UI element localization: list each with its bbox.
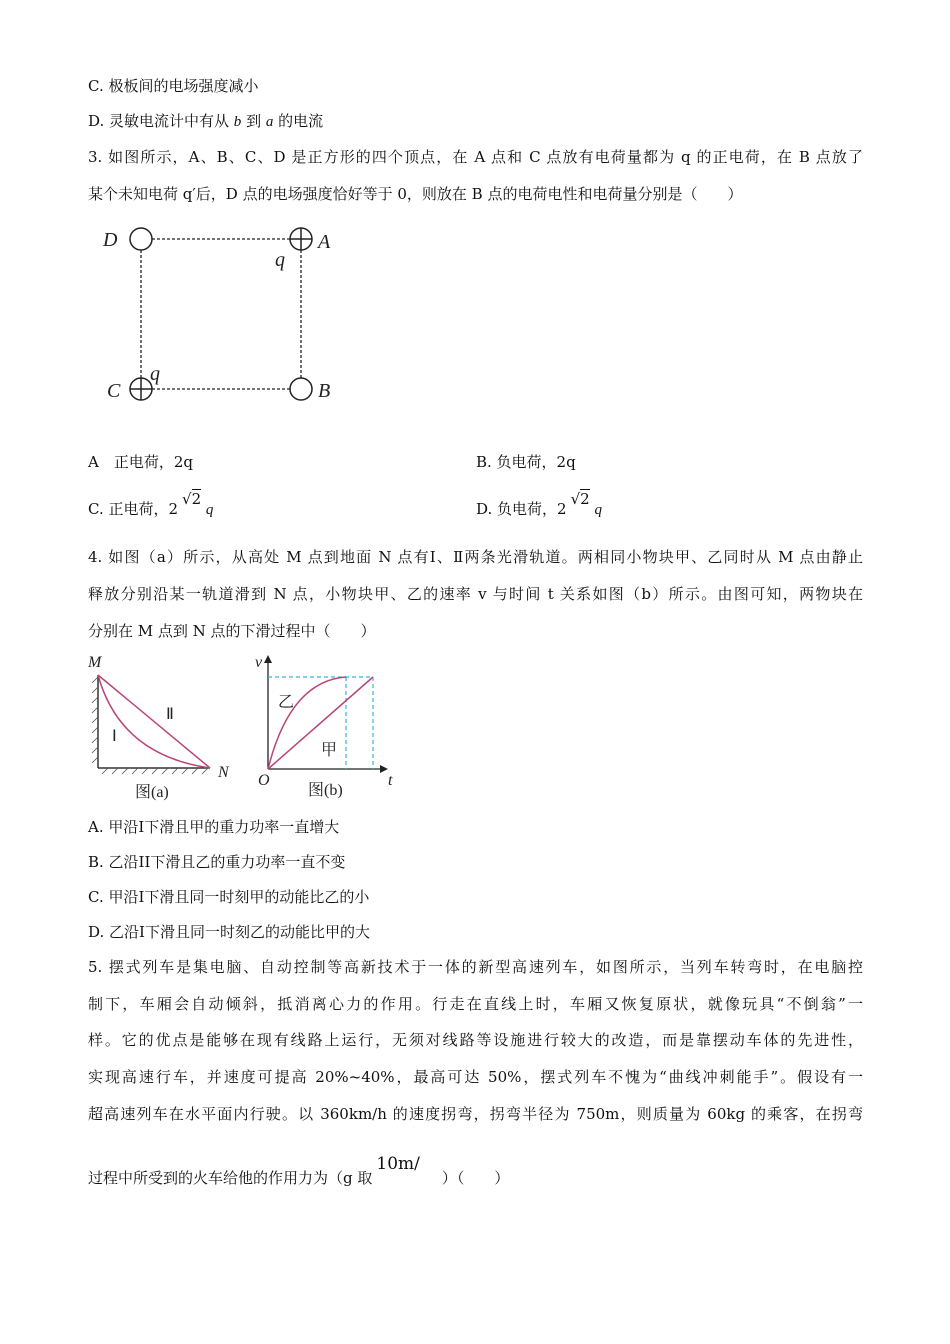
q3-option-b: B. 负电荷，2q bbox=[476, 453, 576, 471]
svg-text:M: M bbox=[88, 654, 102, 671]
q4-option-d: D. 乙沿I下滑且同一时刻乙的动能比甲的大 bbox=[88, 923, 370, 941]
q5-line2: 制下，车厢会自动倾斜，抵消离心力的作用。行走在直线上时，车厢又恢复原状，就像玩具“不倒翁”一 bbox=[88, 995, 863, 1013]
q5-line5: 超高速列车在水平面内行驶。以 360km/h 的速度拐弯，拐弯半径为 750m，则质量为 60kg 的乘客，在拐弯 bbox=[88, 1105, 863, 1123]
q4-option-b: B. 乙沿II下滑且乙的重力功率一直不变 bbox=[88, 853, 346, 871]
q4-option-a: A. 甲沿I下滑且甲的重力功率一直增大 bbox=[88, 818, 340, 836]
q2-option-d: D. 灵敏电流计中有从 b 到 a 的电流 bbox=[88, 112, 324, 130]
q5-line3: 样。它的优点是能够在现有线路上运行，无须对线路等设施进行较大的改造，而是靠摆动车体的先进性， bbox=[88, 1031, 863, 1049]
q3-option-a: A 正电荷，2q bbox=[88, 453, 193, 471]
q3-square-figure bbox=[95, 220, 355, 410]
svg-text:t: t bbox=[388, 772, 393, 789]
q5-line1: 5. 摆式列车是集电脑、自动控制等高新技术于一体的新型高速列车，如图所示，当列车转弯时，在电脑控 bbox=[88, 958, 863, 976]
svg-text:C: C bbox=[107, 380, 121, 402]
q3-option-d: D. 负电荷，2√2 q bbox=[476, 490, 602, 518]
svg-text:甲: 甲 bbox=[321, 742, 338, 759]
svg-text:图(a): 图(a) bbox=[135, 784, 169, 801]
q4-stem-line1: 4. 如图（a）所示，从高处 M 点到地面 N 点有Ⅰ、Ⅱ两条光滑轨道。两相同小物块甲、乙同时从 M 点由静止 bbox=[88, 548, 863, 566]
svg-text:v: v bbox=[255, 654, 263, 671]
svg-text:O: O bbox=[258, 772, 270, 789]
q4-stem-line3: 分别在 M 点到 N 点的下滑过程中（ ） bbox=[88, 622, 376, 640]
q5-line4: 实现高速行车，并速度可提高 20%~40%，最高可达 50%，摆式列车不愧为“曲线冲刺能手”。假设有一 bbox=[88, 1068, 863, 1086]
svg-text:Ⅰ: Ⅰ bbox=[112, 728, 117, 745]
svg-text:A: A bbox=[318, 231, 331, 253]
q4-option-c: C. 甲沿I下滑且同一时刻甲的动能比乙的小 bbox=[88, 888, 370, 906]
q4-stem-line2: 释放分别沿某一轨道滑到 N 点，小物块甲、乙的速率 v 与时间 t 关系如图（b）所示。由图可知，两物块在 bbox=[88, 585, 863, 603]
svg-text:乙: 乙 bbox=[278, 694, 295, 711]
svg-text:q: q bbox=[150, 363, 160, 385]
svg-text:Ⅱ: Ⅱ bbox=[166, 706, 174, 723]
svg-text:N: N bbox=[218, 764, 229, 781]
svg-text:q: q bbox=[275, 249, 285, 271]
q4-figures bbox=[80, 645, 400, 805]
svg-text:B: B bbox=[318, 380, 331, 402]
q5-line6: 过程中所受到的火车给他的作用力为（g 取10m/）（ ） bbox=[88, 1154, 510, 1187]
q3-stem-line2: 某个未知电荷 q′后，D 点的电场强度恰好等于 0，则放在 B 点的电荷电性和电荷量分别是（ ） bbox=[88, 185, 743, 203]
point-b-circle bbox=[290, 378, 312, 400]
svg-text:图(b): 图(b) bbox=[308, 782, 343, 799]
svg-text:D: D bbox=[103, 229, 118, 251]
q3-stem-line1: 3. 如图所示，A、B、C、D 是正方形的四个顶点，在 A 点和 C 点放有电荷量都为 q 的正电荷，在 B 点放了 bbox=[88, 148, 863, 166]
q3-option-c: C. 正电荷，2√2 q bbox=[88, 490, 214, 518]
point-d-circle bbox=[130, 228, 152, 250]
q2-option-c: C. 极板间的电场强度减小 bbox=[88, 77, 259, 95]
figure-b bbox=[255, 654, 393, 799]
figure-a bbox=[87, 654, 230, 801]
